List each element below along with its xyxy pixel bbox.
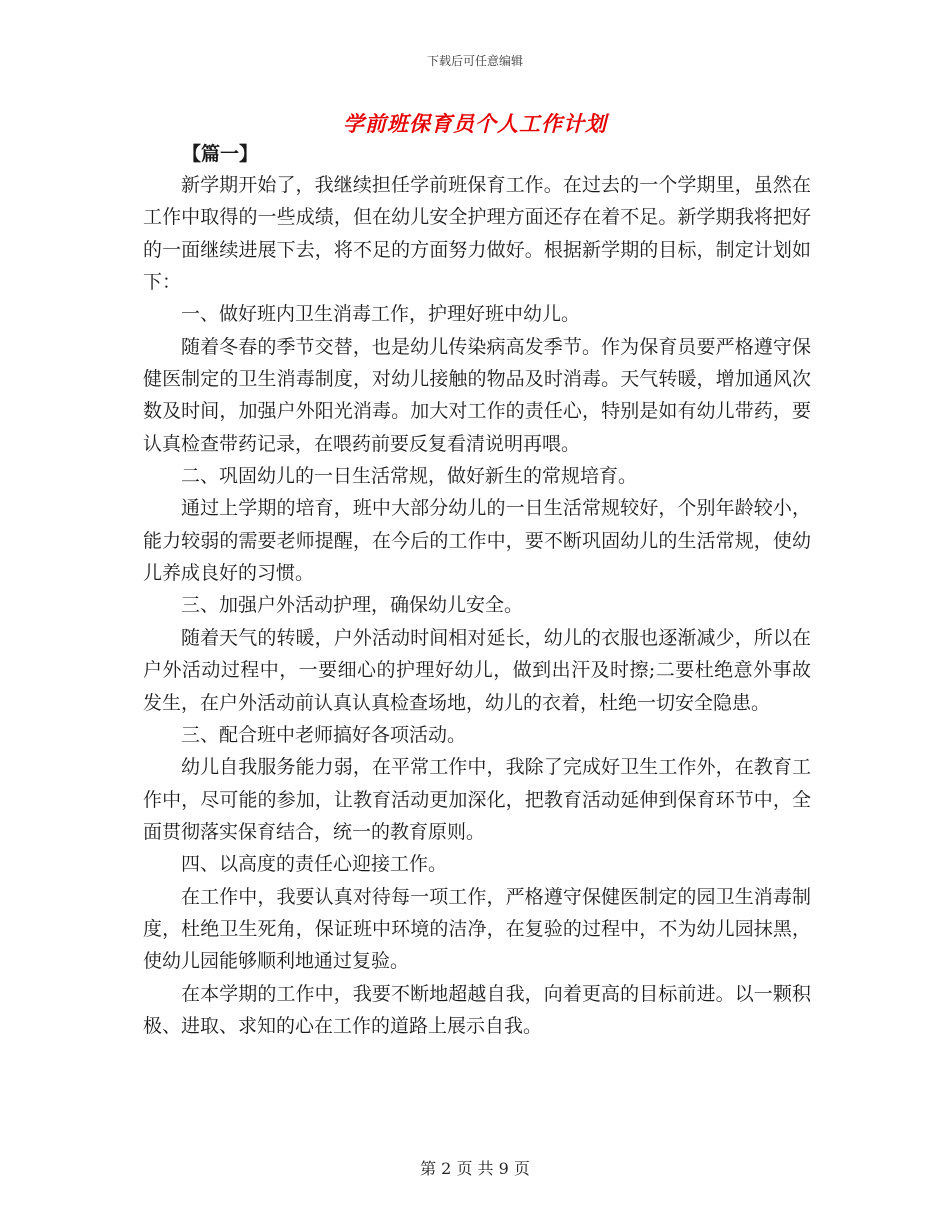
heading-cooperate: 三、配合班中老师搞好各项活动。	[181, 723, 467, 746]
page-footer-number: 第 2 页 共 9 页	[420, 1159, 530, 1178]
document-body	[143, 169, 811, 1042]
section-label: 【篇一】	[182, 143, 259, 165]
paragraph-intro: 新学期开始了，我继续担任学前班保育工作。在过去的一个学期里，虽然在工作中取得的一些成绩，但在幼儿安全护理方面还存在着不足。新学期我将把好的一面继续进展下去，将不足的方面努力做好。根据新学期的目标，制定计划如下：	[143, 174, 811, 294]
paragraph-hygiene: 随着冬春的季节交替，也是幼儿传染病高发季节。作为保育员要严格遵守保健医制定的卫生消毒制度，对幼儿接触的物品及时消毒。天气转暖，增加通风次数及时间，加强户外阳光消毒。加大对工作的责任心，特别是如有幼儿带药，要认真检查带药记录，在喂药前要反复看清说明再喂。	[143, 335, 811, 455]
paragraph-outdoor: 随着天气的转暖，户外活动时间相对延长，幼儿的衣服也逐渐减少，所以在户外活动过程中，一要细心的护理好幼儿，做到出汗及时擦;二要杜绝意外事故发生，在户外活动前认真认真检查场地，幼儿的衣着，杜绝一切安全隐患。	[143, 626, 811, 714]
paragraph-cooperate: 幼儿自我服务能力弱，在平常工作中，我除了完成好卫生工作外，在教育工作中，尽可能的参加，让教育活动更加深化，把教育活动延伸到保育环节中，全面贯彻落实保育结合，统一的教育原则。	[143, 756, 811, 843]
page-header-note: 下载后可任意编辑	[426, 54, 523, 68]
heading-routine: 二、巩固幼儿的一日生活常规，做好新生的常规培育。	[181, 465, 638, 488]
paragraph-conclusion: 在本学期的工作中，我要不断地超越自我，向着更高的目标前进。以一颗积极、进取、求知的心在工作的道路上展示自我。	[143, 982, 811, 1037]
paragraph-responsibility: 在工作中，我要认真对待每一项工作，严格遵守保健医制定的园卫生消毒制度，杜绝卫生死角，保证班中环境的洁净，在复验的过程中，不为幼儿园抹黑，使幼儿园能够顺利地通过复验。	[143, 885, 811, 973]
document-title: 学前班保育员个人工作计划	[343, 111, 607, 136]
paragraph-routine: 通过上学期的培育，班中大部分幼儿的一日生活常规较好，个别年龄较小，能力较弱的需要老师提醒，在今后的工作中，要不断巩固幼儿的生活常规，使幼儿养成良好的习惯。	[143, 497, 811, 585]
heading-responsibility: 四、以高度的责任心迎接工作。	[181, 853, 448, 876]
heading-outdoor: 三、加强户外活动护理，确保幼儿安全。	[181, 594, 524, 617]
heading-hygiene: 一、做好班内卫生消毒工作，护理好班中幼儿。	[181, 303, 581, 326]
